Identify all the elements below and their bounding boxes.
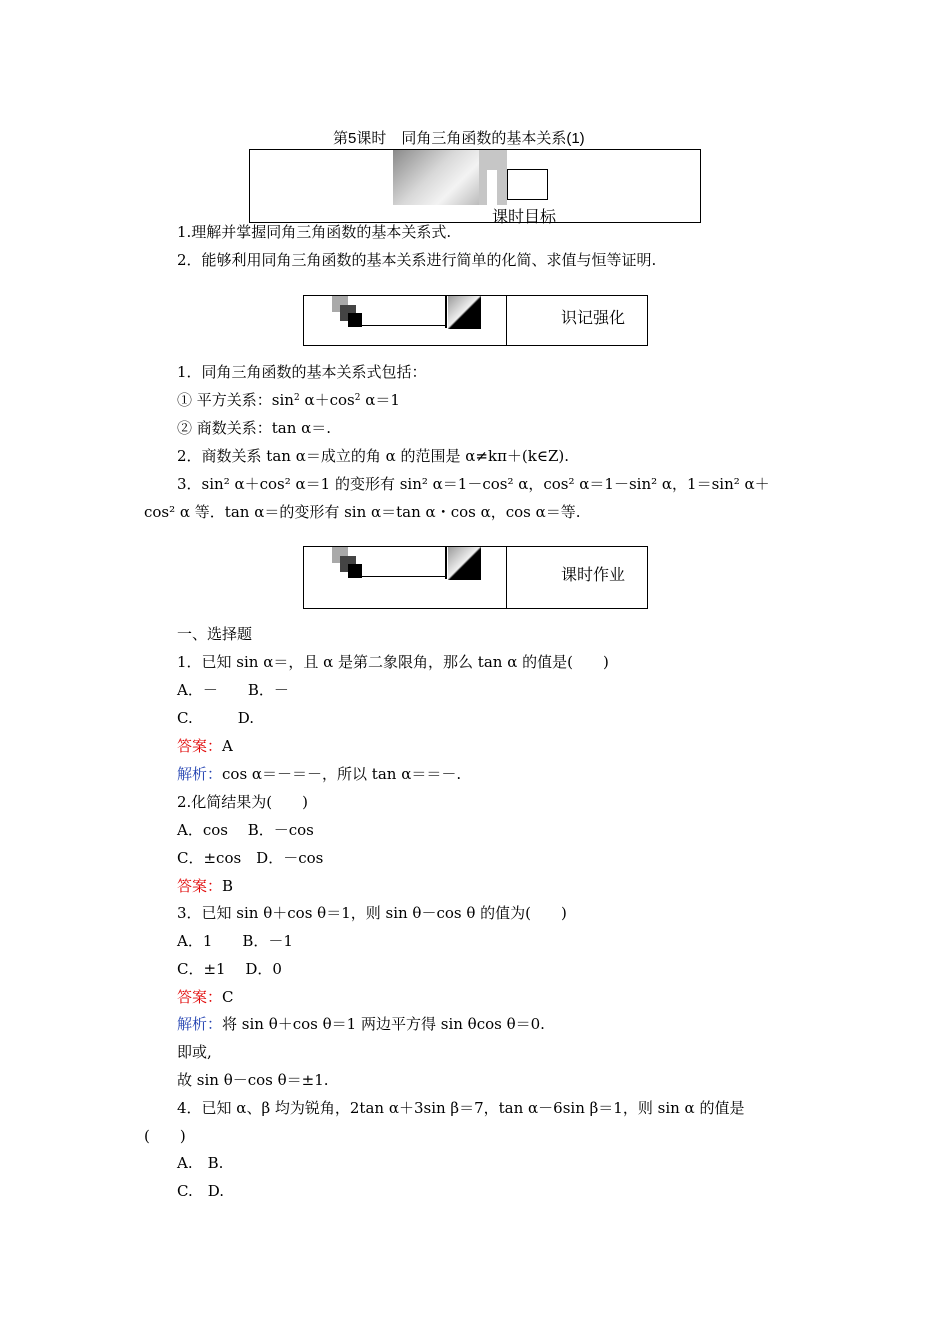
q1-analysis: 解析：cos α＝－＝－，所以 tan α＝＝－. xyxy=(177,765,462,783)
q1-options-cd: C. D. xyxy=(177,709,254,727)
q3-options-ab: A．1 B．－1 xyxy=(177,932,293,950)
q3-analysis: 解析：将 sin θ＋cos θ＝1 两边平方得 sin θcos θ＝0. xyxy=(177,1015,545,1033)
q2-answer: 答案：B xyxy=(177,877,234,895)
q1-answer: 答案：A xyxy=(177,737,233,755)
q3-answer: 答案：C xyxy=(177,988,234,1006)
goal-2: 2．能够利用同角三角函数的基本关系进行简单的化简、求值与恒等证明. xyxy=(177,251,657,269)
q2-options-cd: C．±cos D．－cos xyxy=(177,849,324,867)
banner-memory-label: 识记强化 xyxy=(561,310,626,327)
q1-options-ab: A．－ B．－ xyxy=(177,681,289,699)
memory-item-1: 1．同角三角函数的基本关系式包括： xyxy=(177,363,427,381)
banner-goal xyxy=(249,149,701,226)
q4-options-ab: A. B. xyxy=(177,1154,224,1172)
banner-goal-label: 课时目标 xyxy=(492,209,557,226)
memory-item-3-line1: 3．sin² α＋cos² α＝1 的变形有 sin² α＝1－cos² α，cos² α＝1－sin² α，1＝sin² α＋ xyxy=(177,475,770,493)
banner-homework xyxy=(303,546,648,609)
q2-stem: 2.化简结果为( ) xyxy=(177,793,309,811)
q4-stem-line1: 4．已知 α、β 均为锐角，2tan α＋3sin β＝7，tan α－6sin β＝1，则 sin α 的值是 xyxy=(177,1099,745,1117)
page-title: 第5课时 同角三角函数的基本关系(1) xyxy=(333,130,585,147)
section-heading: 一、选择题 xyxy=(177,625,253,643)
banner-graphic xyxy=(393,150,479,205)
banner-graphic xyxy=(448,296,481,329)
q3-analysis-line3: 故 sin θ－cos θ＝±1. xyxy=(177,1071,329,1089)
banner-graphic xyxy=(448,547,481,580)
banner-homework-label: 课时作业 xyxy=(561,567,626,584)
memory-item-1b: ② 商数关系：tan α＝. xyxy=(177,419,332,437)
banner-memory xyxy=(303,295,648,346)
q1-stem: 1．已知 sin α＝，且 α 是第二象限角，那么 tan α 的值是( ) xyxy=(177,653,609,671)
q3-stem: 3．已知 sin θ＋cos θ＝1，则 sin θ－cos θ 的值为( ) xyxy=(177,904,567,922)
q2-options-ab: A．cos B．－cos xyxy=(177,821,314,839)
q3-options-cd: C．±1 D．0 xyxy=(177,960,282,978)
q4-options-cd: C. D. xyxy=(177,1182,224,1200)
memory-item-2: 2．商数关系 tan α＝成立的角 α 的范围是 α≠kπ＋(k∈Z). xyxy=(177,447,570,465)
q4-stem-line2: ( ) xyxy=(144,1127,186,1145)
memory-item-3-line2: cos² α 等．tan α＝的变形有 sin α＝tan α・cos α，cos α＝等. xyxy=(144,503,581,521)
goal-1: 1.理解并掌握同角三角函数的基本关系式. xyxy=(177,223,452,241)
memory-item-1a: ① 平方关系：$\sin^2 \alpha+\cos^2$ α＝1 xyxy=(177,391,400,409)
q3-analysis-line2: 即或, xyxy=(177,1043,212,1061)
